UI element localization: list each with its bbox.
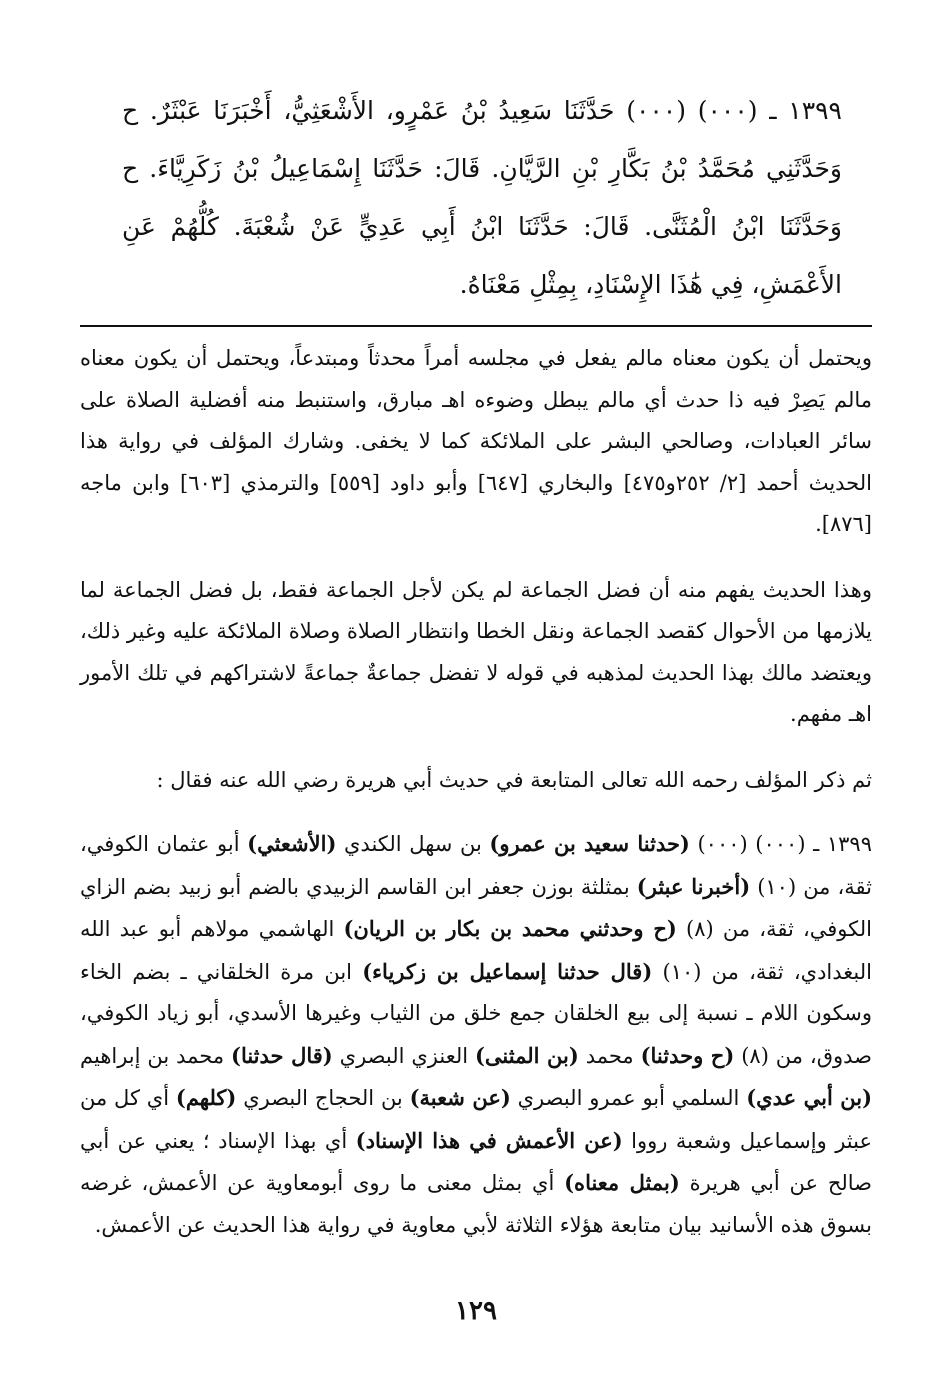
narrator-name: (بن أبي عدي) xyxy=(746,1085,872,1110)
narrator-note: محمد بن إبراهيم xyxy=(80,1043,232,1068)
narrator-note: محمد xyxy=(578,1043,641,1068)
narrator-name: (بمثل معناه) xyxy=(564,1170,680,1195)
narrator-note: أي بهذا الإسناد ؛ يعني عن أبي صالح عن أبي هريرة xyxy=(80,1128,873,1195)
narrator-name: (عن الأعمش في هذا الإسناد) xyxy=(355,1127,623,1153)
narrator-note: بمثلثة بوزن جعفر ابن القاسم الزبيدي بالضم أبو زبيد بضم الزاي الكوفي، ثقة، من (٨) xyxy=(80,874,872,941)
commentary-paragraph-2: وهذا الحديث يفهم منه أن فضل الجماعة لم يكن لأجل الجماعة فقط، بل فضل الجماعة لما يلازمها من الأحوال كقصد الجماعة ونقل الخطا وانتظار الصلاة وصلاة الملائكة عليه وغير ذلك، ويعتضد مالك بهذا الحديث لمذهبه في قوله لا تفضل جماعةٌ جماعةً لاشتراكهم في تلك الأمور اهـ مفهم. xyxy=(80,577,872,726)
page-number: ١٢٩ xyxy=(455,1296,497,1326)
narrator-name: (بن المثنى) xyxy=(474,1042,579,1068)
commentary-block xyxy=(80,338,872,1246)
narrator-note: السلمي أبو عمرو البصري xyxy=(510,1086,747,1110)
commentary-paragraph-1: ويحتمل أن يكون معناه مالم يفعل في مجلسه أمراً محدثاً ومبتدعاً، ويحتمل أن يكون معناه مالم يَصِرْ فيه ذا حدث أي مالم يبطل وضوءه اهـ مبارق، واستنبط منه أفضلية الصلاة على سائر العبادات، وصالحي البشر على الملائكة كما لا يخفى. وشارك المؤلف في رواية هذا الحديث أحمد [٢/ ٢٥٢و٤٧٥] والبخاري [٦٤٧] وأبو داود [٥٥٩] والترمذي [٦٠٣] وابن ماجه [٨٧٦]. xyxy=(80,346,872,536)
narrator-name: (قال حدثنا) xyxy=(231,1042,333,1068)
hadith-paragraph: ١٣٩٩ ـ (٠٠٠) (٠٠٠) حَدَّثَنَا سَعِيدُ بْنُ عَمْرٍو، الأَشْعَثِيُّ، أَخْبَرَنَا عَبْثَرٌ. ح وَحَدَّثَنِي مُحَمَّدُ بْنُ بَكَّارِ بْنِ الرَّيَّانِ. قَالَ: حَدَّثَنَا إِسْمَاعِيلُ بْنُ زَكَرِيَّاءَ. ح وَحَدَّثَنَا ابْنُ الْمُثَنَّى. قَالَ: حَدَّثَنَا ابْنُ أَبِي عَدِيٍّ عَنْ شُعْبَةَ. كُلُّهُمْ عَنِ الأَعْمَشِ، فِي هَٰذَا الإِسْنَادِ، بِمِثْلِ مَعْنَاهُ. xyxy=(122,96,842,299)
footnote-divider xyxy=(80,325,872,327)
narrator-name: (قال حدثنا إسماعيل بن زكرياء) xyxy=(362,958,653,984)
narrator-name: (عن شعبة) xyxy=(409,1085,511,1110)
narrator-chain-paragraph xyxy=(80,823,872,1246)
narrator-name: (الأشعثي) xyxy=(247,831,337,856)
narrator-note: أبو عثمان الكوفي، ثقة، من (١٠) xyxy=(80,832,872,899)
narrator-note: بن سهل الكندي xyxy=(336,832,490,856)
narrator-note: العنزي البصري xyxy=(332,1043,475,1068)
narrator-note: أي بمثل معنى ما روى أبومعاوية عن الأعمش، غرضه بسوق هذه الأسانيد بيان متابعة هؤلاء الثلاثة لأبي معاوية في رواية هذا الحديث عن الأعمش. xyxy=(80,1171,872,1237)
narrator-name: (أخبرنا عبثر) xyxy=(636,873,751,899)
narrator-name: (ح وحدثني محمد بن بكار بن الريان) xyxy=(343,916,677,941)
hadith-text-block xyxy=(122,82,842,314)
narrator-note: ١٣٩٩ ـ (٠٠٠) (٠٠٠) xyxy=(689,832,872,856)
narrator-name: (كلهم) xyxy=(175,1085,237,1110)
narrator-note: الهاشمي مولاهم أبو عبد الله البغدادي، ثقة، من (١٠) xyxy=(80,917,872,984)
narrator-name: (حدثنا سعيد بن عمرو) xyxy=(489,831,690,856)
narrator-note: أي كل من عبثر وإسماعيل وشعبة رووا xyxy=(80,1086,872,1153)
commentary-paragraph-3: ثم ذكر المؤلف رحمه الله تعالى المتابعة في حديث أبي هريرة رضي الله عنه فقال : xyxy=(156,767,872,792)
narrator-note: بن الحجاج البصري xyxy=(236,1086,410,1110)
narrator-note: ابن مرة الخلقاني ـ بضم الخاء وسكون اللام ـ نسبة إلى بيع الخلقان جمع خلق من الثياب وغيرها الأسدي، أبو زياد الكوفي، صدوق، من (٨) xyxy=(80,959,872,1068)
narrator-name: (ح وحدثنا) xyxy=(640,1042,735,1068)
